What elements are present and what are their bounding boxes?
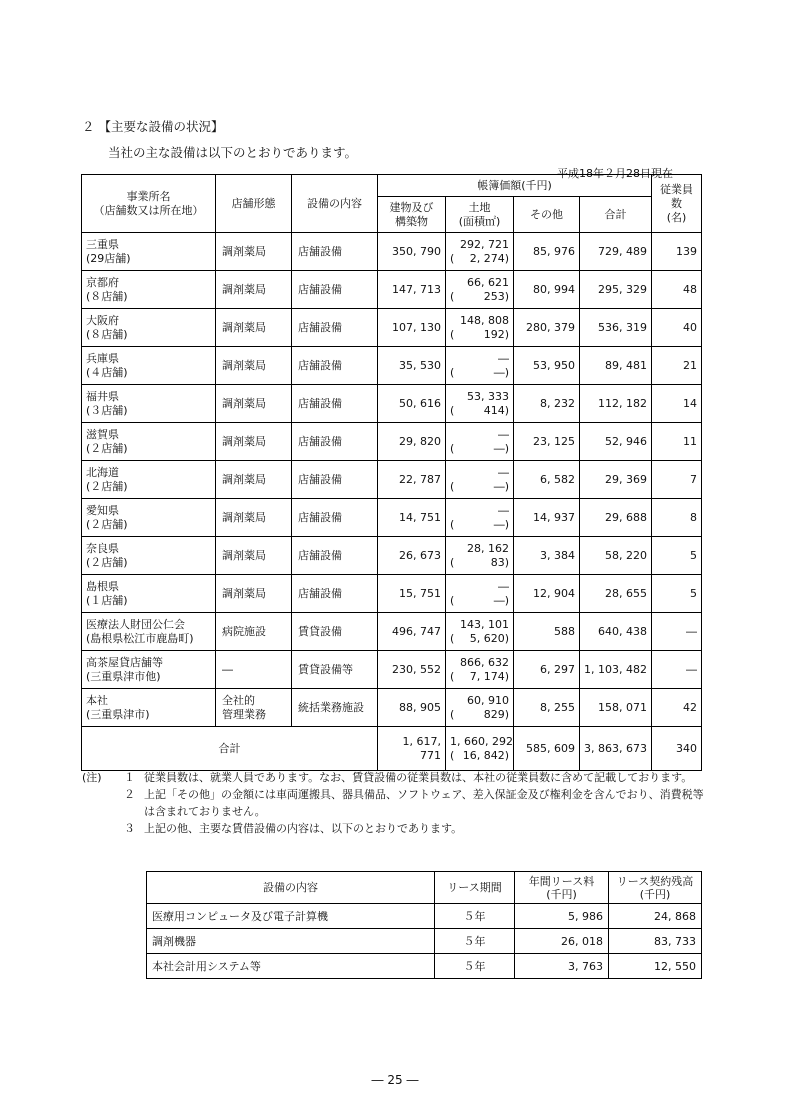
buildings-value: 230, 552 (378, 651, 446, 689)
equipment-content: 店舗設備 (292, 575, 378, 613)
employees-value: 14 (652, 385, 702, 423)
employees-value: 42 (652, 689, 702, 727)
office-name: 滋賀県 (２店舗) (82, 423, 216, 461)
table-row (147, 929, 702, 954)
other-value: 12, 904 (514, 575, 580, 613)
buildings-value: 1, 617, 771 (378, 727, 446, 771)
equipment-content: 店舗設備 (292, 347, 378, 385)
lease-balance: 12, 550 (609, 954, 702, 979)
buildings-value: 15, 751 (378, 575, 446, 613)
employees-value: ― (652, 613, 702, 651)
land-value: 66, 621 (467, 275, 509, 289)
lease-content: 本社会計用システム等 (147, 954, 435, 979)
paren-open: ( (450, 631, 455, 645)
employees-value: 8 (652, 499, 702, 537)
table-row (147, 904, 702, 929)
paren-open: ( (450, 327, 455, 341)
store-type: ― (216, 651, 292, 689)
store-type: 調剤薬局 (216, 347, 292, 385)
land-value: ― (498, 579, 509, 593)
equipment-content: 店舗設備 (292, 385, 378, 423)
lease-content: 調剤機器 (147, 929, 435, 954)
lease-content: 医療用コンピュータ及び電子計算機 (147, 904, 435, 929)
office-name: 京都府 (８店舗) (82, 271, 216, 309)
equipment-content: 店舗設備 (292, 499, 378, 537)
land-value: 148, 808 (460, 313, 509, 327)
lease-annual: 5, 986 (515, 904, 609, 929)
section-heading: ２ 【主要な設備の状況】 (82, 119, 224, 134)
store-type: 調剤薬局 (216, 233, 292, 271)
section-intro: 当社の主な設備は以下のとおりであります。 (108, 145, 358, 160)
equipment-content: 店舗設備 (292, 271, 378, 309)
paren-open: ( (450, 593, 455, 607)
land-area (450, 328, 509, 342)
paren-open: ( (450, 479, 455, 493)
note-1 (82, 769, 712, 786)
paren-open: ( (450, 748, 455, 762)
paren-open: ( (450, 441, 455, 455)
total-row (82, 727, 702, 771)
paren-open: ( (450, 555, 455, 569)
other-value: 588 (514, 613, 580, 651)
lease-header-annual: 年間リース料 (千円) (515, 872, 609, 904)
employees-value: 5 (652, 575, 702, 613)
office-name: 北海道 (２店舗) (82, 461, 216, 499)
employees-value: 21 (652, 347, 702, 385)
table-row (147, 954, 702, 979)
land-value-cell (446, 537, 514, 575)
land-area (450, 670, 509, 684)
land-value: ― (498, 503, 509, 517)
lease-balance: 24, 868 (609, 904, 702, 929)
paren-open: ( (450, 669, 455, 683)
table-row (82, 689, 702, 727)
office-name: 本社 (三重県津市) (82, 689, 216, 727)
total-label: 合計 (82, 727, 378, 771)
land-value: 143, 101 (460, 617, 509, 631)
as-of-date: 平成18年２月28日現在 (557, 167, 673, 180)
header-book-value: 帳簿価額(千円) (378, 175, 652, 197)
land-value-cell (446, 423, 514, 461)
land-value-cell (446, 575, 514, 613)
land-area (450, 480, 509, 494)
land-area-value: ―) (493, 517, 509, 531)
note-text: 従業員数は、就業人員であります。なお、賃貸設備の従業員数は、本社の従業員数に含めて記載しております。 (144, 771, 693, 784)
header-total: 合計 (580, 197, 652, 233)
lease-annual: 3, 763 (515, 954, 609, 979)
store-type: 調剤薬局 (216, 499, 292, 537)
land-area (450, 290, 509, 304)
office-name: 高茶屋貸店舗等 (三重県津市他) (82, 651, 216, 689)
paren-open: ( (450, 365, 455, 379)
buildings-value: 22, 787 (378, 461, 446, 499)
employees-value: ― (652, 651, 702, 689)
paren-open: ( (450, 707, 455, 721)
land-value-cell (446, 385, 514, 423)
employees-value: 11 (652, 423, 702, 461)
buildings-value: 350, 790 (378, 233, 446, 271)
land-value: 53, 333 (467, 389, 509, 403)
land-value-cell (446, 613, 514, 651)
header-employees: 従業員数 (名) (652, 175, 702, 233)
other-value: 3, 384 (514, 537, 580, 575)
land-area-value: 7, 174) (469, 669, 509, 683)
land-value: ― (498, 427, 509, 441)
office-name: 島根県 (１店舗) (82, 575, 216, 613)
land-area (450, 749, 509, 763)
land-area (450, 708, 509, 722)
equipment-table (81, 174, 702, 771)
total-value: 29, 369 (580, 461, 652, 499)
land-area-value: 414) (483, 403, 509, 417)
office-name: 医療法人財団公仁会 (島根県松江市鹿島町) (82, 613, 216, 651)
lease-table (146, 871, 702, 979)
table-row (82, 347, 702, 385)
lease-period: ５年 (435, 904, 515, 929)
lease-period: ５年 (435, 954, 515, 979)
land-area (450, 556, 509, 570)
total-value: 28, 655 (580, 575, 652, 613)
land-value-cell (446, 233, 514, 271)
store-type: 調剤薬局 (216, 271, 292, 309)
note-2 (82, 786, 712, 820)
buildings-value: 147, 713 (378, 271, 446, 309)
total-value: 112, 182 (580, 385, 652, 423)
land-value: 866, 632 (460, 655, 509, 669)
table-row (82, 385, 702, 423)
buildings-value: 50, 616 (378, 385, 446, 423)
office-name: 大阪府 (８店舗) (82, 309, 216, 347)
notes (82, 769, 712, 837)
buildings-value: 26, 673 (378, 537, 446, 575)
table-row (82, 613, 702, 651)
land-area (450, 594, 509, 608)
table-row (82, 233, 702, 271)
land-area-value: ―) (493, 593, 509, 607)
buildings-value: 107, 130 (378, 309, 446, 347)
lease-header-balance: リース契約残高 (千円) (609, 872, 702, 904)
total-value: 52, 946 (580, 423, 652, 461)
land-area (450, 366, 509, 380)
office-name: 福井県 (３店舗) (82, 385, 216, 423)
land-value-cell (446, 689, 514, 727)
land-area-value: ―) (493, 365, 509, 379)
land-value-cell (446, 461, 514, 499)
equipment-content: 店舗設備 (292, 309, 378, 347)
equipment-content: 店舗設備 (292, 537, 378, 575)
table-row (82, 499, 702, 537)
note-number: １ (124, 771, 135, 784)
land-area (450, 518, 509, 532)
employees-value: 7 (652, 461, 702, 499)
other-value: 280, 379 (514, 309, 580, 347)
land-value: ― (498, 465, 509, 479)
lease-header-period: リース期間 (435, 872, 515, 904)
land-area-value: 5, 620) (469, 631, 509, 645)
equipment-content: 店舗設備 (292, 233, 378, 271)
land-area-value: 192) (483, 327, 509, 341)
note-3 (82, 820, 712, 837)
lease-header-content: 設備の内容 (147, 872, 435, 904)
land-value-cell (446, 271, 514, 309)
land-value-cell (446, 499, 514, 537)
employees-value: 40 (652, 309, 702, 347)
employees-value: 5 (652, 537, 702, 575)
table-row (82, 575, 702, 613)
office-name: 奈良県 (２店舗) (82, 537, 216, 575)
land-area-value: ―) (493, 479, 509, 493)
total-value: 640, 438 (580, 613, 652, 651)
note-text: 上記「その他」の金額には車両運搬具、器具備品、ソフトウェア、差入保証金及び権利金を含んでおり、消費税等は含まれておりません。 (144, 788, 704, 818)
buildings-value: 35, 530 (378, 347, 446, 385)
total-value: 729, 489 (580, 233, 652, 271)
land-value: ― (498, 351, 509, 365)
other-value: 585, 609 (514, 727, 580, 771)
total-value: 3, 863, 673 (580, 727, 652, 771)
total-value: 158, 071 (580, 689, 652, 727)
equipment-content: 統括業務施設 (292, 689, 378, 727)
other-value: 80, 994 (514, 271, 580, 309)
table-row (82, 423, 702, 461)
equipment-content: 店舗設備 (292, 461, 378, 499)
land-area-value: 83) (490, 555, 509, 569)
header-store-type: 店舗形態 (216, 175, 292, 233)
store-type: 調剤薬局 (216, 575, 292, 613)
other-value: 8, 255 (514, 689, 580, 727)
table-row (82, 461, 702, 499)
land-area (450, 404, 509, 418)
header-office: 事業所名 （店舗数又は所在地） (82, 175, 216, 233)
other-value: 14, 937 (514, 499, 580, 537)
store-type: 調剤薬局 (216, 537, 292, 575)
land-area-value: 253) (483, 289, 509, 303)
land-value-cell (446, 651, 514, 689)
land-area (450, 632, 509, 646)
buildings-value: 88, 905 (378, 689, 446, 727)
land-value: 28, 162 (467, 541, 509, 555)
total-value: 29, 688 (580, 499, 652, 537)
equipment-content: 店舗設備 (292, 423, 378, 461)
lease-balance: 83, 733 (609, 929, 702, 954)
land-value: 1, 660, 292 (450, 734, 513, 748)
total-value: 536, 319 (580, 309, 652, 347)
note-tag: (注) (82, 771, 102, 784)
land-value: 60, 910 (467, 693, 509, 707)
paren-open: ( (450, 403, 455, 417)
employees-value: 340 (652, 727, 702, 771)
land-area (450, 442, 509, 456)
header-buildings: 建物及び 構築物 (378, 197, 446, 233)
store-type: 調剤薬局 (216, 385, 292, 423)
store-type: 全社的 管理業務 (216, 689, 292, 727)
header-content: 設備の内容 (292, 175, 378, 233)
land-area-value: 829) (483, 707, 509, 721)
total-value: 89, 481 (580, 347, 652, 385)
land-area (450, 252, 509, 266)
total-value: 295, 329 (580, 271, 652, 309)
office-name: 兵庫県 (４店舗) (82, 347, 216, 385)
office-name: 愛知県 (２店舗) (82, 499, 216, 537)
buildings-value: 14, 751 (378, 499, 446, 537)
buildings-value: 29, 820 (378, 423, 446, 461)
other-value: 53, 950 (514, 347, 580, 385)
header-other: その他 (514, 197, 580, 233)
paren-open: ( (450, 251, 455, 265)
paren-open: ( (450, 289, 455, 303)
table-row (82, 651, 702, 689)
table-row (82, 271, 702, 309)
land-value-cell (446, 727, 514, 771)
other-value: 23, 125 (514, 423, 580, 461)
employees-value: 139 (652, 233, 702, 271)
land-value: 292, 721 (460, 237, 509, 251)
total-value: 1, 103, 482 (580, 651, 652, 689)
lease-annual: 26, 018 (515, 929, 609, 954)
land-value-cell (446, 309, 514, 347)
total-value: 58, 220 (580, 537, 652, 575)
other-value: 6, 582 (514, 461, 580, 499)
store-type: 調剤薬局 (216, 461, 292, 499)
equipment-content: 賃貸設備 (292, 613, 378, 651)
note-text: 上記の他、主要な賃借設備の内容は、以下のとおりであります。 (144, 822, 463, 835)
other-value: 6, 297 (514, 651, 580, 689)
store-type: 病院施設 (216, 613, 292, 651)
note-number: ３ (124, 822, 135, 835)
table-row (82, 309, 702, 347)
table-row (82, 537, 702, 575)
buildings-value: 496, 747 (378, 613, 446, 651)
note-number: ２ (124, 788, 135, 801)
other-value: 8, 232 (514, 385, 580, 423)
lease-period: ５年 (435, 929, 515, 954)
office-name: 三重県 (29店舗) (82, 233, 216, 271)
land-area-value: 16, 842) (462, 748, 509, 762)
store-type: 調剤薬局 (216, 423, 292, 461)
land-value-cell (446, 347, 514, 385)
page-number: ― 25 ― (371, 1073, 419, 1087)
store-type: 調剤薬局 (216, 309, 292, 347)
land-area-value: ―) (493, 441, 509, 455)
paren-open: ( (450, 517, 455, 531)
land-area-value: 2, 274) (469, 251, 509, 265)
other-value: 85, 976 (514, 233, 580, 271)
employees-value: 48 (652, 271, 702, 309)
equipment-content: 賃貸設備等 (292, 651, 378, 689)
header-land: 土地 (面積㎡) (446, 197, 514, 233)
